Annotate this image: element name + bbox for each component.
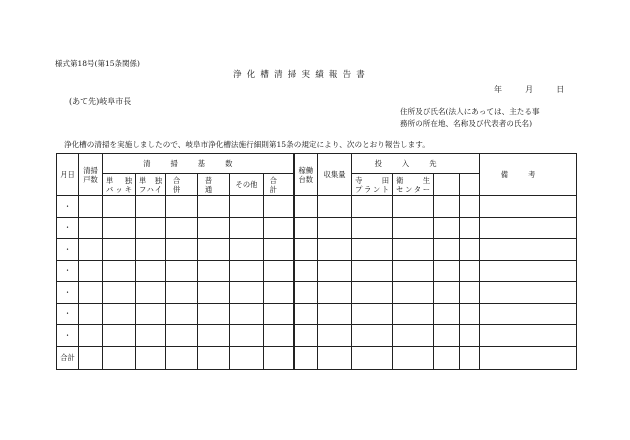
cell[interactable] [318,325,352,347]
header-remarks: 備考 [480,154,577,196]
cell[interactable] [480,196,577,218]
cell[interactable] [103,346,136,369]
cell[interactable] [318,196,352,218]
cell[interactable] [136,260,166,282]
cell[interactable] [166,217,198,239]
header-month-day: 月日 [57,154,79,196]
cell[interactable] [480,303,577,325]
cell[interactable] [480,346,577,369]
cell[interactable] [166,282,198,304]
cell[interactable] [198,325,230,347]
cell[interactable] [352,217,393,239]
cell[interactable] [136,196,166,218]
cell[interactable] [264,239,294,261]
table-row [57,325,577,347]
date-year-label: 年 [494,85,502,94]
cell[interactable] [230,303,264,325]
cell[interactable] [136,239,166,261]
cell[interactable] [136,346,166,369]
cell[interactable] [352,260,393,282]
cell[interactable] [198,346,230,369]
header-households: 清掃 戸数 [79,154,103,196]
cell[interactable] [264,217,294,239]
cell[interactable] [166,325,198,347]
table-row [57,239,577,261]
cell[interactable] [393,325,434,347]
cell[interactable] [460,239,480,261]
header-destination-blank-1 [434,174,460,196]
header-gappei: 合併 [166,174,198,196]
cell[interactable] [480,260,577,282]
cell[interactable] [393,239,434,261]
cell[interactable] [103,282,136,304]
cell[interactable] [79,260,103,282]
cell[interactable] [166,239,198,261]
cell[interactable] [166,303,198,325]
cell[interactable] [264,303,294,325]
cell[interactable] [264,346,294,369]
table-row [57,217,577,239]
cell[interactable] [230,239,264,261]
cell[interactable] [103,196,136,218]
header-other: その他 [230,174,264,196]
cell[interactable] [230,346,264,369]
cell[interactable] [393,260,434,282]
cell[interactable] [393,217,434,239]
cell[interactable] [393,303,434,325]
cell[interactable] [264,325,294,347]
cell[interactable] [79,239,103,261]
cell[interactable] [352,196,393,218]
table-row [57,196,577,218]
header-destination: 投入先 [352,154,480,174]
cell[interactable] [460,282,480,304]
table-row [57,303,577,325]
cell[interactable] [264,260,294,282]
cell[interactable] [352,346,393,369]
cell[interactable] [318,282,352,304]
cell[interactable] [103,260,136,282]
date-line [494,85,564,95]
cell[interactable] [294,217,318,239]
cell[interactable] [230,196,264,218]
cell[interactable] [103,217,136,239]
cell[interactable] [318,346,352,369]
cell[interactable] [460,346,480,369]
cell[interactable] [294,260,318,282]
header-terada-plant: 寺田 プラント [352,174,393,196]
cell[interactable] [198,303,230,325]
table-total-row [57,346,577,369]
cell[interactable] [264,196,294,218]
cell[interactable] [460,196,480,218]
cell[interactable] [434,217,460,239]
cell[interactable] [79,282,103,304]
cell[interactable] [79,217,103,239]
cell[interactable] [294,325,318,347]
row-date-marker: ・ [57,260,79,282]
cell[interactable] [294,346,318,369]
cell[interactable] [318,239,352,261]
cell[interactable] [318,260,352,282]
cell[interactable] [434,346,460,369]
cell[interactable] [480,325,577,347]
cell[interactable] [136,217,166,239]
cell[interactable] [230,217,264,239]
header-total: 合計 [264,174,294,196]
cell[interactable] [79,303,103,325]
cell[interactable] [393,282,434,304]
cell[interactable] [79,325,103,347]
cell[interactable] [79,196,103,218]
cell[interactable] [393,196,434,218]
cell[interactable] [434,325,460,347]
row-date-marker: ・ [57,196,79,218]
date-month-label: 月 [525,85,534,94]
cell[interactable] [198,217,230,239]
row-date-marker: ・ [57,303,79,325]
cell[interactable] [198,196,230,218]
cell[interactable] [434,303,460,325]
cell[interactable] [434,196,460,218]
header-tandoku-bakki: 単独 バッキ [103,174,136,196]
cell[interactable] [352,282,393,304]
cell[interactable] [434,282,460,304]
header-collected-amount: 収集量 [318,154,352,196]
cell[interactable] [136,325,166,347]
cell[interactable] [352,239,393,261]
report-table [56,153,577,370]
cell[interactable] [294,196,318,218]
cell[interactable] [460,303,480,325]
cell[interactable] [136,303,166,325]
cell[interactable] [352,325,393,347]
cell[interactable] [393,346,434,369]
cell[interactable] [198,239,230,261]
header-base-count: 清掃基数 [103,154,294,174]
cell[interactable] [318,217,352,239]
header-tandoku-fuhai: 単独 フハイ [136,174,166,196]
cell[interactable] [166,346,198,369]
cell[interactable] [480,239,577,261]
header-row-1 [57,154,577,174]
cell[interactable] [434,260,460,282]
cell[interactable] [198,260,230,282]
cell[interactable] [79,346,103,369]
cell[interactable] [294,282,318,304]
cell[interactable] [480,217,577,239]
cell[interactable] [198,282,230,304]
intro-text: 浄化槽の清掃を実施しましたので、岐阜市浄化槽法施行細則第15条の規定により、次のとおり報告します。 [64,140,430,149]
row-date-marker: ・ [57,282,79,304]
header-eisei-center: 衛生 センター [393,174,434,196]
row-date-marker: ・ [57,239,79,261]
cell[interactable] [230,282,264,304]
addressee: (あて先)岐阜市長 [69,97,132,106]
cell[interactable] [103,303,136,325]
cell[interactable] [434,239,460,261]
cell[interactable] [103,325,136,347]
applicant-label-line1: 住所及び氏名(法人にあっては、主たる事 [400,107,540,116]
cell[interactable] [294,239,318,261]
cell[interactable] [136,282,166,304]
row-date-marker: ・ [57,217,79,239]
cell[interactable] [230,325,264,347]
total-row-label: 合計 [57,346,79,369]
header-futsu: 普通 [198,174,230,196]
form-number: 様式第18号(第15条関係) [55,59,140,68]
cell[interactable] [166,196,198,218]
form-title: 浄化槽清掃実績報告書 [233,70,371,80]
cell[interactable] [264,282,294,304]
cell[interactable] [318,303,352,325]
date-day-label: 日 [556,85,565,94]
cell[interactable] [460,217,480,239]
cell[interactable] [460,325,480,347]
cell[interactable] [352,303,393,325]
cell[interactable] [103,239,136,261]
applicant-label-line2: 務所の所在地、名称及び代表者の氏名) [400,119,533,128]
cell[interactable] [480,282,577,304]
cell[interactable] [230,260,264,282]
header-vehicles: 稼働 台数 [294,154,318,196]
cell[interactable] [294,303,318,325]
table-row [57,260,577,282]
row-date-marker: ・ [57,325,79,347]
table-row [57,282,577,304]
cell[interactable] [166,260,198,282]
header-destination-blank-2 [460,174,480,196]
cell[interactable] [460,260,480,282]
